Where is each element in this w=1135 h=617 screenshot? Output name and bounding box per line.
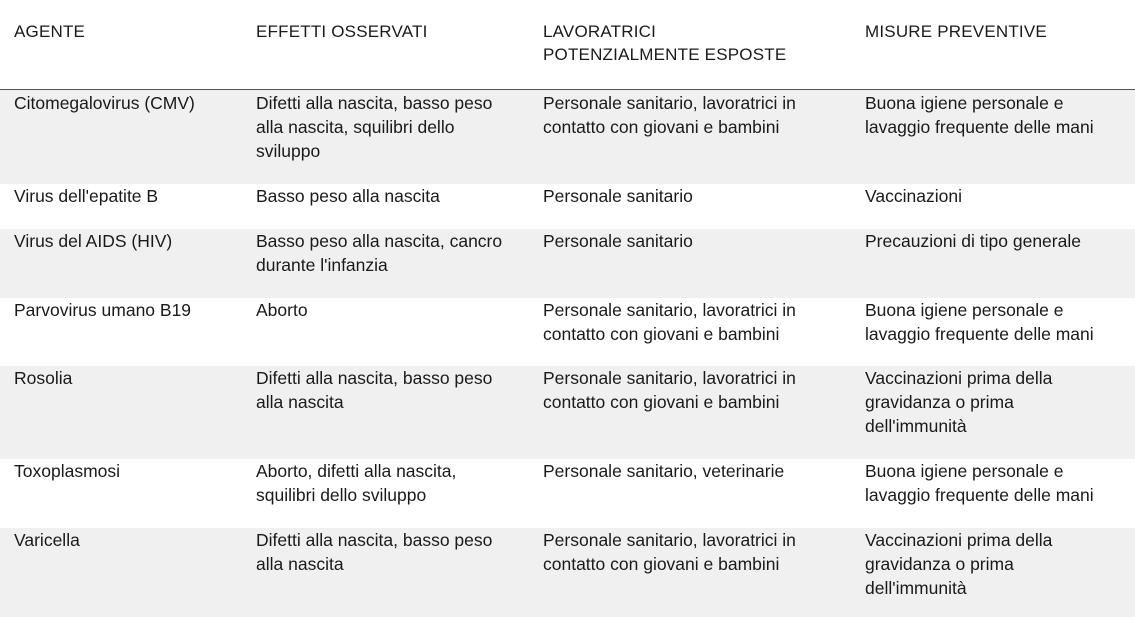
cell-effetti: Difetti alla nascita, basso peso alla nascita [256, 368, 493, 412]
table-row [0, 298, 1135, 366]
table-header [0, 20, 1135, 89]
cell-agente: Virus del AIDS (HIV) [14, 231, 173, 251]
cell-effetti: Basso peso alla nascita, cancro durante l'infanzia [256, 231, 503, 275]
table-row [0, 459, 1135, 528]
cell-agente: Rosolia [14, 368, 73, 388]
table-row [0, 90, 1135, 184]
cell-lavoratrici: Personale sanitario [543, 231, 693, 251]
cell-effetti: Aborto, difetti alla nascita, squilibri dello sviluppo [256, 461, 457, 505]
cell-lavoratrici: Personale sanitario [543, 186, 693, 206]
cell-misure: Buona igiene personale e lavaggio frequente delle mani [865, 461, 1094, 505]
cell-effetti: Basso peso alla nascita [256, 186, 440, 206]
cell-misure: Vaccinazioni prima della gravidanza o prima dell'immunità [865, 530, 1053, 598]
table-row [0, 528, 1135, 617]
header-effetti: EFFETTI OSSERVATI [256, 22, 428, 41]
cell-misure: Vaccinazioni [865, 186, 962, 206]
header-misure: MISURE PREVENTIVE [865, 22, 1047, 41]
table-row [0, 184, 1135, 229]
cell-misure: Vaccinazioni prima della gravidanza o prima dell'immunità [865, 368, 1053, 436]
cell-lavoratrici: Personale sanitario, lavoratrici in contatto con giovani e bambini [543, 530, 796, 574]
cell-lavoratrici: Personale sanitario, lavoratrici in contatto con giovani e bambini [543, 368, 796, 412]
cell-lavoratrici: Personale sanitario, lavoratrici in contatto con giovani e bambini [543, 93, 796, 137]
cell-effetti: Difetti alla nascita, basso peso alla nascita, squilibri dello sviluppo [256, 93, 493, 161]
cell-lavoratrici: Personale sanitario, veterinarie [543, 461, 785, 481]
cell-misure: Buona igiene personale e lavaggio frequente delle mani [865, 93, 1094, 137]
cell-effetti: Aborto [256, 300, 308, 320]
cell-lavoratrici: Personale sanitario, lavoratrici in contatto con giovani e bambini [543, 300, 796, 344]
cell-misure: Precauzioni di tipo generale [865, 231, 1081, 251]
header-lavoratrici: LAVORATRICI POTENZIALMENTE ESPOSTE [543, 22, 787, 64]
cell-effetti: Difetti alla nascita, basso peso alla nascita [256, 530, 493, 574]
table-row [0, 366, 1135, 459]
cell-agente: Varicella [14, 530, 80, 550]
cell-agente: Virus dell'epatite B [14, 186, 159, 206]
cell-agente: Parvovirus umano B19 [14, 300, 192, 320]
cell-agente: Toxoplasmosi [14, 461, 121, 481]
table-row [0, 229, 1135, 298]
cell-agente: Citomegalovirus (CMV) [14, 93, 195, 113]
header-agente: AGENTE [14, 22, 86, 41]
cell-misure: Buona igiene personale e lavaggio frequente delle mani [865, 300, 1094, 344]
